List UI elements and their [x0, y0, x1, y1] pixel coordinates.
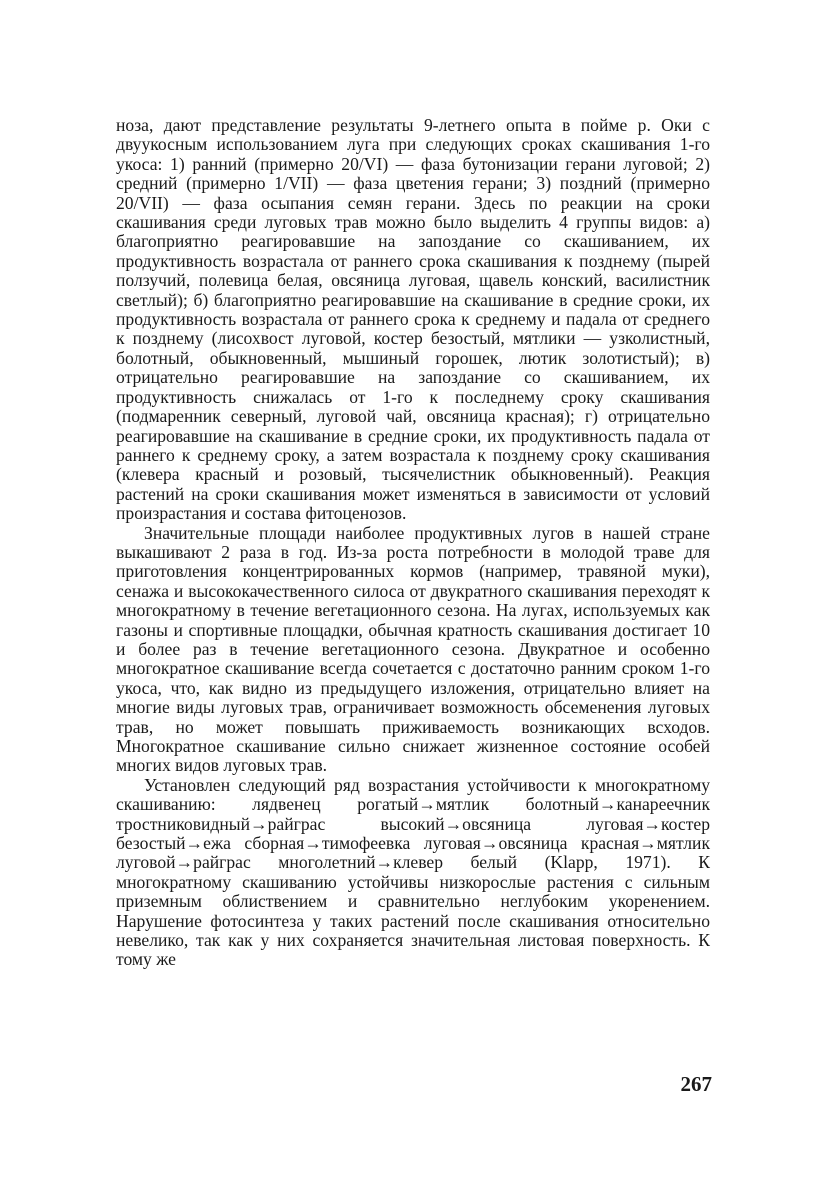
paragraph-3: Установлен следующий ряд возрастания устойчивости к многократному скашиванию: лядвенец рогатый→мятлик болотный→канареечник тростниковидный→райграс высокий→овсяница луговая→костер безостый→ежа сборная→тимофеевка луговая→овсяница красная→мятлик луговой→райграс многолетний→клевер белый (Klapp, 1971). К многократному скашиванию устойчивы низкорослые растения с сильным приземным облиствением и сравнительно неглубоким укоренением. Нарушение фотосинтеза у таких растений после скашивания относительно невелико, так как у них сохраняется значительная листовая поверхность. К тому же	[116, 774, 710, 970]
paragraph-2: Значительные площади наиболее продуктивных лугов в нашей стране выкашивают 2 раза в год. Из-за роста потребности в молодой траве для приготовления концентрированных кормов (например, травяной муки), сенажа и высококачественного силоса от двукратного скашивания переходят к многократному в течение вегетационного сезона. На лугах, используемых как газоны и спортивные площадки, обычная кратность скашивания достигает 10 и более раз в течение вегетационного сезона. Двукратное и особенно многократное скашивание всегда сочетается с достаточно ранним сроком 1-го укоса, что, как видно из предыдущего изложения, отрицательно влияет на многие виды луговых трав, ограничивает возможность обсеменения луговых трав, но может повышать приживаемость возникающих всходов. Многократное скашивание сильно снижает жизненное состояние особей многих видов луговых трав.	[116, 522, 710, 776]
paragraph-1: ноза, дают представление результаты 9-летнего опыта в пойме р. Оки с двуукосным использованием луга при следующих сроках скашивания 1-го укоса: 1) ранний (примерно 20/VI) — фаза бутонизации герани луговой; 2) средний (примерно 1/VII) — фаза цветения герани; 3) поздний (примерно 20/VII) — фаза осыпания семян герани. Здесь по реакции на сроки скашивания среди луговых трав можно было выделить 4 группы видов: а) благоприятно реагировавшие на запоздание со скашиванием, их продуктивность возрастала от раннего срока скашивания к позднему (пырей ползучий, полевица белая, овсяница луговая, щавель конский, василистник светлый); б) благоприятно реагировавшие на скашивание в средние сроки, их продуктивность возрастала от раннего срока к среднему и падала от среднего к позднему (лисохвост луговой, костер безостый, мятлики — узколистный, болотный, обыкновенный, мышиный горошек, лютик золотистый); в) отрицательно реагировавшие на запоздание со скашиванием, их продуктивность снижалась от 1-го к последнему сроку скашивания (подмаренник северный, луговой чай, овсяница красная); г) отрицательно реагировавшие на скашивание в средние сроки, их продуктивность падала от раннего к среднему сроку, а затем возрастала к позднему сроку скашивания (клевера красный и розовый, тысячелистник обыкновенный). Реакция растений на сроки скашивания может изменяться в зависимости от условий произрастания и состава фитоценозов.	[116, 115, 710, 524]
page-number: 267	[680, 1072, 712, 1096]
page-text	[116, 116, 710, 970]
